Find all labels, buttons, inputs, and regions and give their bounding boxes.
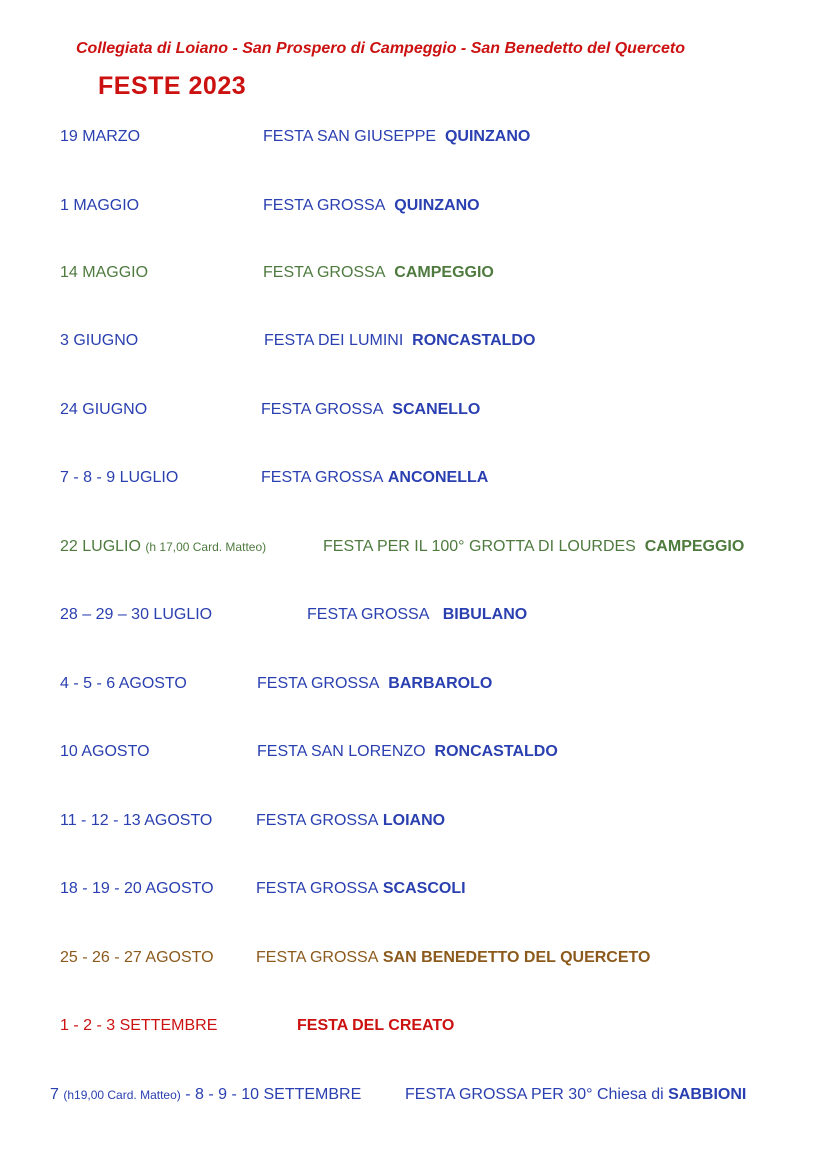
event-date: 19 MARZO [60, 128, 141, 145]
event-place: BIBULANO [442, 606, 528, 623]
event-name: FESTA DEI LUMINI RONCASTALDO [264, 332, 536, 349]
event-row [0, 1017, 826, 1041]
event-row [0, 538, 826, 562]
event-name: FESTA GROSSA QUINZANO [263, 197, 480, 214]
event-name: FESTA GROSSA CAMPEGGIO [263, 264, 494, 281]
event-place: ANCONELLA [387, 469, 489, 486]
event-row [0, 949, 826, 973]
event-name: FESTA GROSSA PER 30° Chiesa di SABBIONI [405, 1086, 747, 1103]
event-date: 14 MAGGIO [60, 264, 149, 281]
event-date: 7 - 8 - 9 LUGLIO [60, 469, 179, 486]
event-place: RONCASTALDO [434, 743, 558, 760]
event-date: 25 - 26 - 27 AGOSTO [60, 949, 214, 966]
event-date: 28 – 29 – 30 LUGLIO [60, 606, 213, 623]
event-row [0, 1086, 826, 1110]
event-place: BARBAROLO [388, 675, 493, 692]
event-date: 18 - 19 - 20 AGOSTO [60, 880, 214, 897]
event-name: FESTA GROSSA SCANELLO [261, 401, 481, 418]
event-date: 4 - 5 - 6 AGOSTO [60, 675, 187, 692]
event-row [0, 743, 826, 767]
event-row [0, 880, 826, 904]
event-date: 24 GIUGNO [60, 401, 148, 418]
event-place: SABBIONI [668, 1086, 747, 1103]
parishes-header: Collegiata di Loiano - San Prospero di Campeggio - San Benedetto del Querceto [76, 40, 685, 57]
event-place: CAMPEGGIO [644, 538, 745, 555]
event-place: SAN BENEDETTO DEL QUERCETO [382, 949, 651, 966]
event-place: CAMPEGGIO [394, 264, 494, 281]
event-name: FESTA DEL CREATO [297, 1017, 455, 1034]
event-place: LOIANO [382, 812, 446, 829]
event-date: 7 (h19,00 Card. Matteo) - 8 - 9 - 10 SETTEMBRE [50, 1086, 362, 1103]
event-row [0, 606, 826, 630]
event-place: QUINZANO [394, 197, 480, 214]
event-name: FESTA GROSSA BARBAROLO [257, 675, 493, 692]
event-note: (h 17,00 Card. Matteo) [145, 540, 267, 554]
event-row [0, 469, 826, 493]
event-name: FESTA GROSSA BIBULANO [307, 606, 528, 623]
event-row [0, 812, 826, 836]
event-date: 22 LUGLIO (h 17,00 Card. Matteo) [60, 538, 267, 555]
event-date: 1 - 2 - 3 SETTEMBRE [60, 1017, 218, 1034]
event-row [0, 675, 826, 699]
event-place: SCASCOLI [382, 880, 466, 897]
event-name: FESTA GROSSA SAN BENEDETTO DEL QUERCETO [256, 949, 651, 966]
event-place: SCANELLO [392, 401, 481, 418]
event-date: 1 MAGGIO [60, 197, 140, 214]
event-name: FESTA PER IL 100° GROTTA DI LOURDES CAMPEGGIO [323, 538, 745, 555]
event-date: 10 AGOSTO [60, 743, 150, 760]
event-row [0, 128, 826, 152]
event-row [0, 264, 826, 288]
event-name: FESTA GROSSA LOIANO [256, 812, 446, 829]
event-note: (h19,00 Card. Matteo) [63, 1088, 181, 1102]
event-name: FESTA SAN GIUSEPPE QUINZANO [263, 128, 531, 145]
event-row [0, 401, 826, 425]
event-row [0, 332, 826, 356]
event-place: QUINZANO [444, 128, 531, 145]
event-place: RONCASTALDO [412, 332, 536, 349]
page-title: FESTE 2023 [98, 72, 247, 100]
event-name: FESTA SAN LORENZO RONCASTALDO [257, 743, 558, 760]
event-date: 3 GIUGNO [60, 332, 139, 349]
event-name: FESTA GROSSA ANCONELLA [261, 469, 489, 486]
event-name: FESTA GROSSA SCASCOLI [256, 880, 466, 897]
event-date: 11 - 12 - 13 AGOSTO [60, 812, 213, 829]
event-row [0, 197, 826, 221]
